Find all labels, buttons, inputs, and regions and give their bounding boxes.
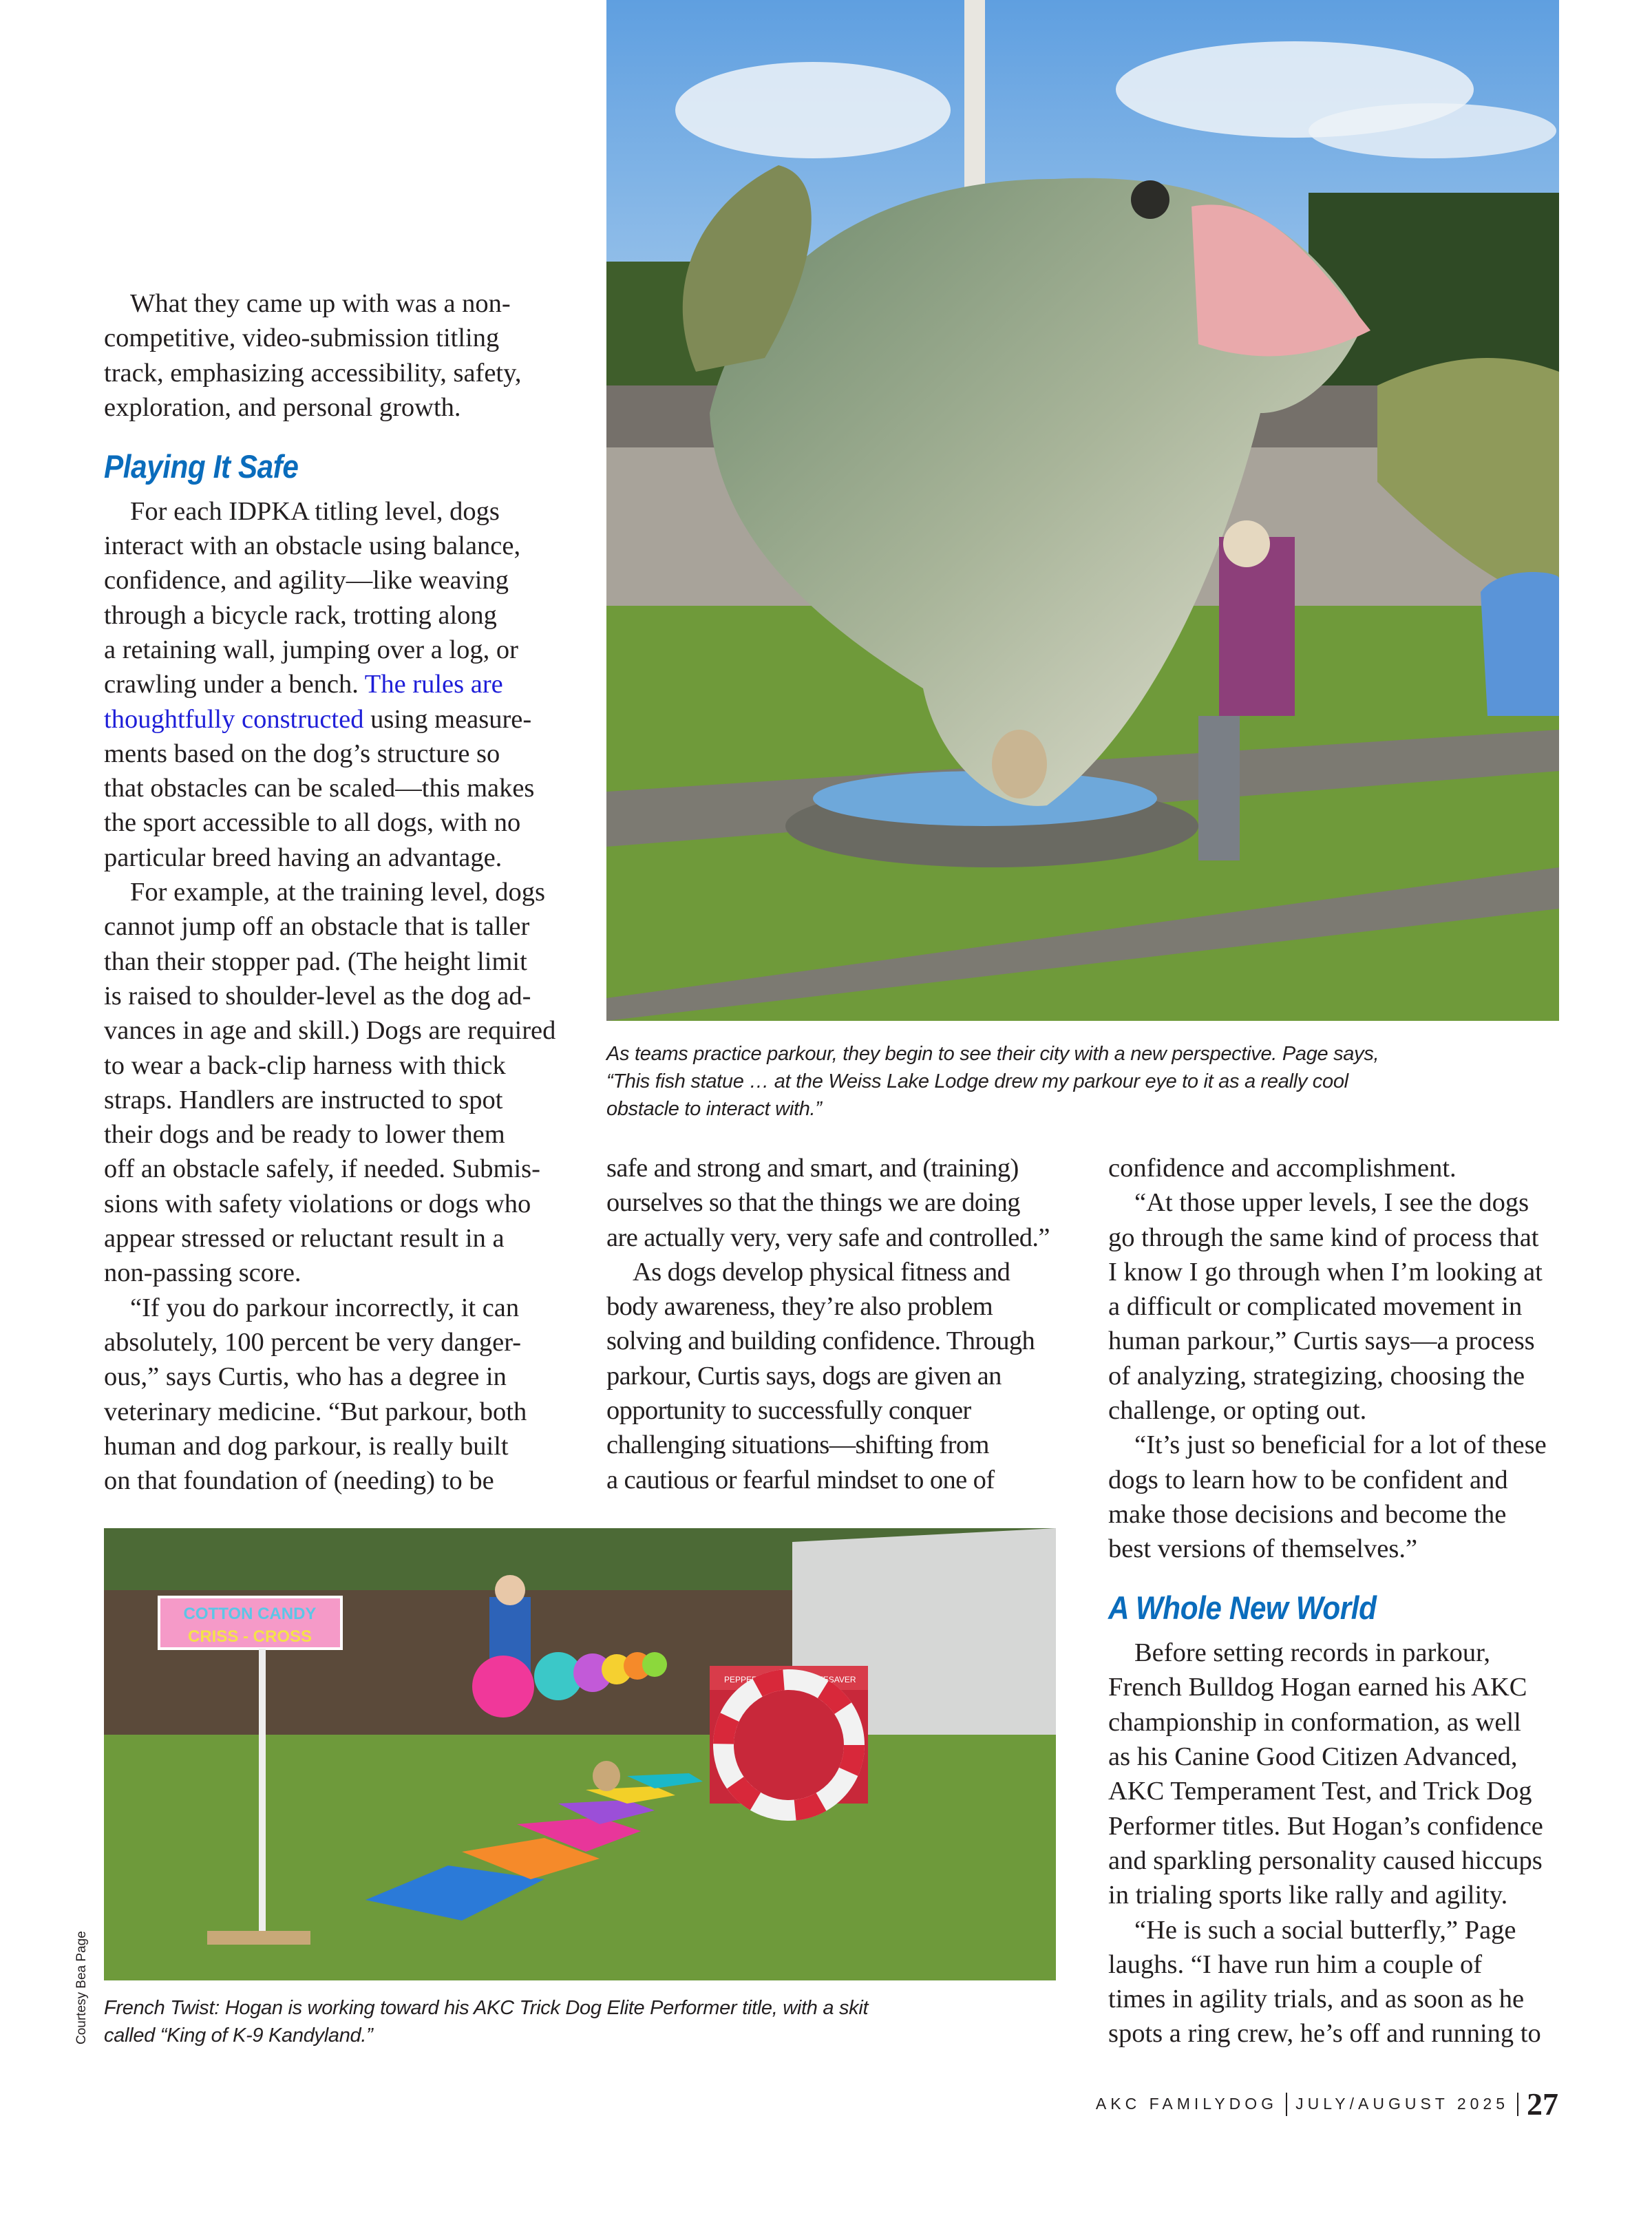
body-text-line: French Bulldog Hogan earned his AKC (1108, 1673, 1527, 1702)
body-text-line: confidence and accomplishment. (1108, 1154, 1457, 1183)
body-text-line: challenging situations—shifting from (606, 1430, 989, 1460)
body-text-line: the sport accessible to all dogs, with no (104, 808, 521, 838)
caption-line: obstacle to interact with.” (606, 1098, 822, 1120)
body-text-line: opportunity to successfully conquer (606, 1396, 971, 1426)
body-text-line: body awareness, they’re also problem (606, 1292, 993, 1322)
body-text-line: and sparkling personality caused hiccups (1108, 1846, 1543, 1875)
body-text-line: appear stressed or reluctant result in a (104, 1224, 505, 1254)
section-heading (1108, 1567, 1563, 1636)
text-segment: crawling under a bench. (104, 670, 365, 699)
body-text-line: veterinary medicine. “But parkour, both (104, 1397, 527, 1426)
body-text-line: track, emphasizing accessibility, safety, (104, 358, 522, 388)
body-text-line: make those decisions and become the (1108, 1499, 1507, 1529)
body-text-line: human and dog parkour, is really built (104, 1431, 509, 1461)
body-text-line: interact with an obstacle using balance, (104, 531, 521, 561)
body-text-line: is raised to shoulder-level as the dog ad- (104, 981, 531, 1011)
body-text-line: I know I go through when I’m looking at (1108, 1257, 1543, 1287)
body-text-line: are actually very, very safe and controlled.” (606, 1223, 1050, 1252)
body-text-line: championship in conformation, as well (1108, 1707, 1521, 1737)
publication-name: AKC FAMILYDOG (1095, 2095, 1278, 2113)
body-text-line: For example, at the training level, dogs (130, 878, 546, 907)
body-text-line: spots a ring crew, he’s off and running to (1108, 2019, 1541, 2049)
body-text-line: best versions of themselves.” (1108, 1534, 1418, 1564)
photo-credit: Courtesy Bea Page (74, 1931, 89, 2044)
body-text-line: “If you do parkour incorrectly, it can (130, 1293, 520, 1322)
caption-line: As teams practice parkour, they begin to see their city with a new perspective. Page says, (606, 1043, 1379, 1065)
body-text-line: ous,” says Curtis, who has a degree in (104, 1362, 507, 1392)
fish-statue-photo (606, 0, 1559, 1021)
body-text-line: go through the same kind of process that (1108, 1223, 1539, 1252)
body-text-line: laughs. “I have run him a couple of (1108, 1949, 1483, 1979)
body-text-line: absolutely, 100 percent be very danger- (104, 1327, 522, 1357)
left-column (104, 286, 572, 1498)
sign-text: COTTON CANDY (183, 1605, 317, 1623)
body-text-line: Performer titles. But Hogan’s confidence (1108, 1811, 1543, 1841)
body-text-line: safe and strong and smart, and (training) (606, 1154, 1019, 1183)
ring-sign-text: LIFESAVER (811, 1675, 856, 1684)
body-text-line: sions with safety violations or dogs who (104, 1189, 531, 1218)
body-text-line: ourselves so that the things we are doing (606, 1188, 1020, 1218)
body-text-line: a retaining wall, jumping over a log, or (104, 635, 518, 664)
body-text-line: of analyzing, strategizing, choosing the (1108, 1361, 1525, 1391)
middle-column (606, 1151, 1061, 1497)
yard-photo-caption (104, 1994, 1068, 2049)
body-text-line: vances in age and skill.) Dogs are required (104, 1016, 556, 1046)
body-text-line: times in agility trials, and as soon as he (1108, 1985, 1525, 2014)
body-text-line: non-passing score. (104, 1258, 301, 1288)
body-text-line: that obstacles can be scaled—this makes (104, 774, 535, 803)
body-text-line: human parkour,” Curtis says—a process (1108, 1326, 1535, 1356)
rules-link[interactable]: The rules are (364, 670, 503, 699)
caption-line: called “King of K-9 Kandyland.” (104, 2025, 373, 2047)
body-text-line: What they came up with was a non- (130, 289, 511, 318)
footer-divider (1286, 2093, 1287, 2116)
body-text-line: “He is such a social butterfly,” Page (1134, 1915, 1516, 1945)
body-text-line: to wear a back-clip harness with thick (104, 1050, 506, 1080)
body-text-line: through a bicycle rack, trotting along (104, 600, 497, 630)
issue-date: JULY/AUGUST 2025 (1295, 2095, 1509, 2113)
footer-divider (1517, 2093, 1518, 2116)
body-text-line: exploration, and personal growth. (104, 392, 461, 422)
body-text-line (104, 667, 572, 701)
body-text-line: solving and building confidence. Through (606, 1326, 1035, 1356)
page-number: 27 (1527, 2086, 1558, 2122)
body-text-line: on that foundation of (needing) to be (104, 1466, 494, 1496)
section-heading-text: Playing It Safe (104, 447, 299, 485)
sign-text: CRISS - CROSS (187, 1627, 313, 1646)
right-column (1108, 1151, 1563, 2051)
body-text-line: particular breed having an advantage. (104, 843, 502, 872)
page-footer (1096, 2086, 1558, 2122)
caption-line: French Twist: Hogan is working toward his AKC Trick Dog Elite Performer title, with a skit (104, 1997, 869, 2019)
body-text-line: “At those upper levels, I see the dogs (1134, 1188, 1529, 1218)
fish-photo-caption (606, 1040, 1563, 1123)
body-text-line: competitive, video-submission titling (104, 324, 500, 353)
body-text-line: challenge, or opting out. (1108, 1396, 1367, 1426)
body-text-line: straps. Handlers are instructed to spot (104, 1085, 503, 1114)
kandyland-course-photo (104, 1528, 1056, 1980)
body-text-line: off an obstacle safely, if needed. Submis- (104, 1154, 540, 1184)
body-text-line: a cautious or fearful mindset to one of (606, 1465, 995, 1494)
body-text-line: than their stopper pad. (The height limit (104, 947, 527, 976)
body-text-line: in trialing sports like rally and agility. (1108, 1881, 1508, 1910)
body-text-line: cannot jump off an obstacle that is taller (104, 912, 530, 942)
body-text-line: ments based on the dog’s structure so (104, 739, 500, 768)
rules-link[interactable]: thoughtfully constructed (104, 704, 364, 734)
body-text-line: their dogs and be ready to lower them (104, 1120, 505, 1150)
body-text-line: Before setting records in parkour, (1134, 1638, 1490, 1668)
body-text-line: AKC Temperament Test, and Trick Dog (1108, 1777, 1532, 1806)
ring-sign-text: PEPPERMINT (723, 1675, 779, 1684)
body-text-line: confidence, and agility—like weaving (104, 566, 509, 595)
body-text-line: dogs to learn how to be confident and (1108, 1465, 1508, 1494)
body-text-line: “It’s just so beneficial for a lot of these (1134, 1430, 1547, 1460)
body-text-line: a difficult or complicated movement in (1108, 1292, 1523, 1322)
caption-line: “This fish statue … at the Weiss Lake Lodge drew my parkour eye to it as a really cool (606, 1070, 1348, 1092)
body-text-line: as his Canine Good Citizen Advanced, (1108, 1742, 1518, 1772)
body-text-line (104, 702, 572, 737)
body-text-line: For each IDPKA titling level, dogs (130, 496, 500, 526)
section-heading (104, 425, 572, 494)
body-text-line: As dogs develop physical fitness and (633, 1257, 1010, 1287)
body-text-line: parkour, Curtis says, dogs are given an (606, 1361, 1002, 1391)
text-segment: using measure- (363, 704, 532, 734)
section-heading-text: A Whole New World (1108, 1589, 1377, 1627)
